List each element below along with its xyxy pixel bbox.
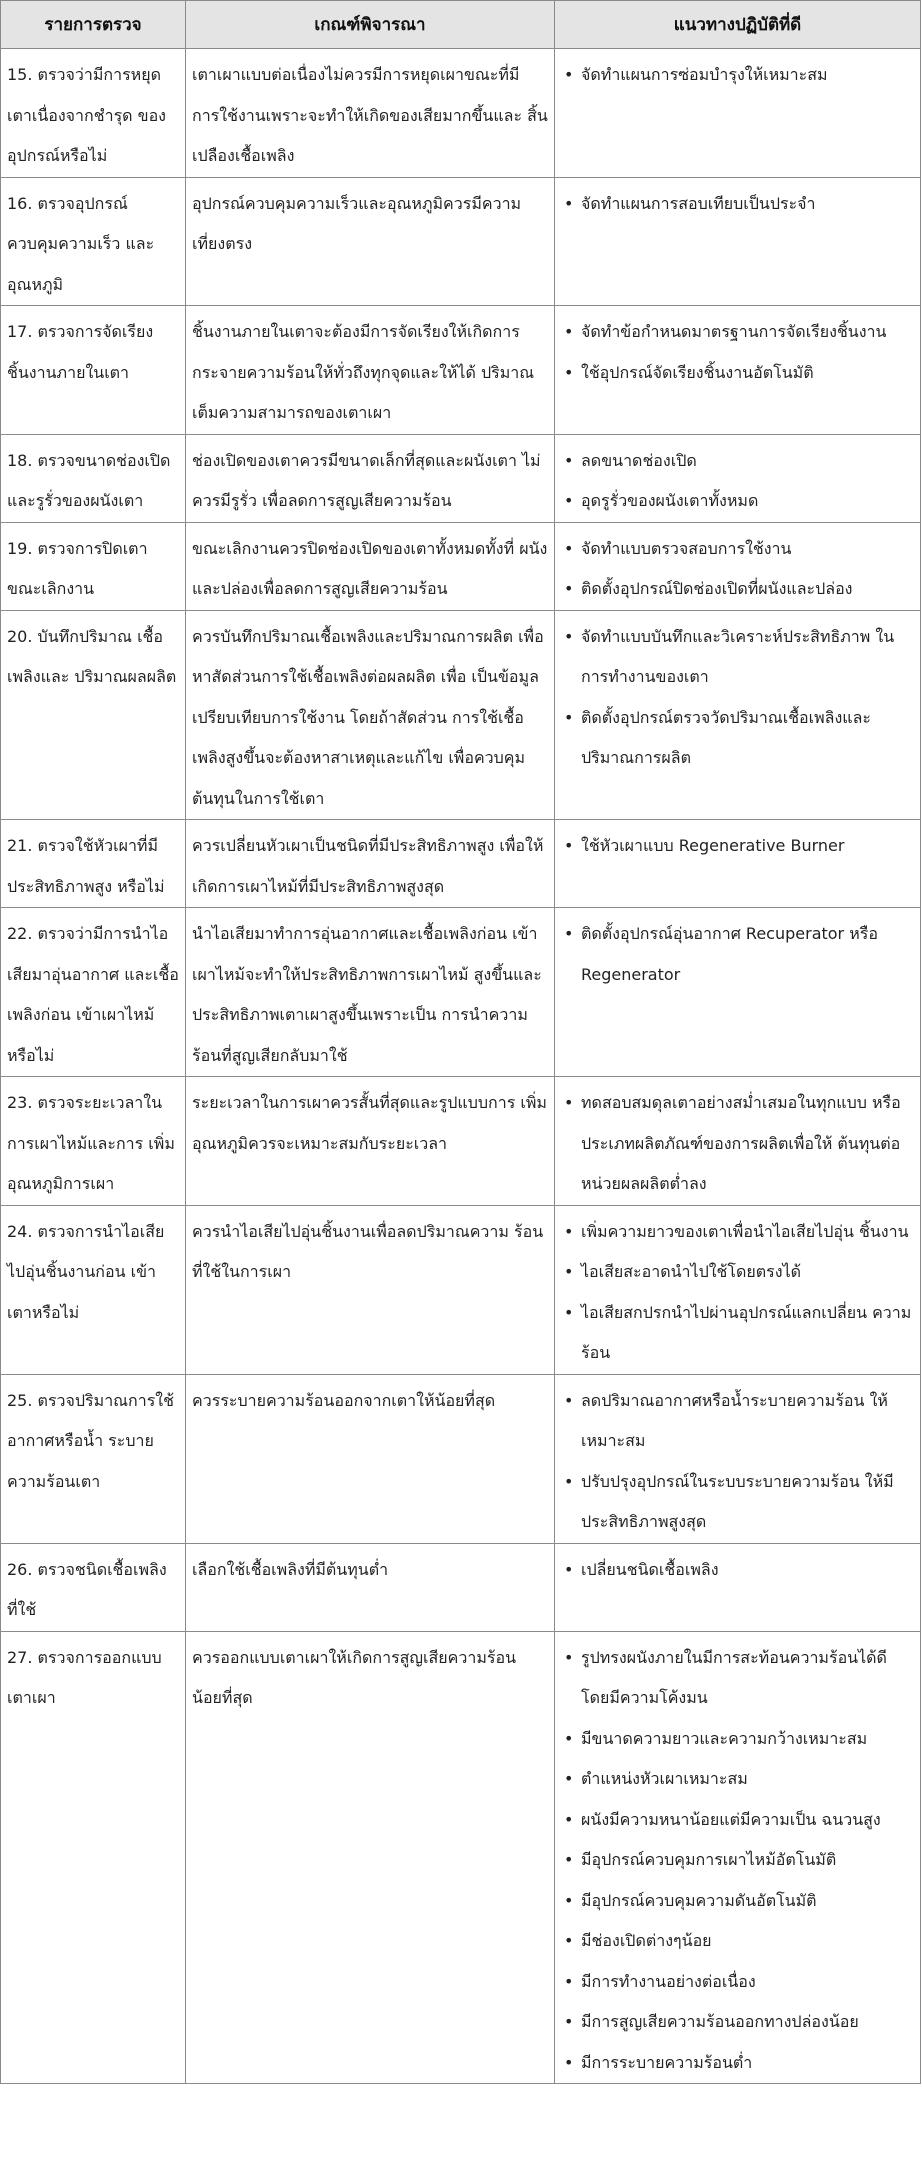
item-text: ตรวจการจัดเรียง ชิ้นงานภายในเตา [7, 322, 154, 382]
item-number: 27. [7, 1647, 33, 1667]
cell-criteria: ควรนำไอเสียไปอุ่นชิ้นงานเพื่อลดปริมาณความ ร้อนที่ใช้ในการเผา [186, 1205, 555, 1374]
item-text: ตรวจขนาดช่องเปิด และรูรั่วของผนังเตา [7, 450, 171, 510]
practice-text: ปรับปรุงอุปกรณ์ในระบบระบายความร้อน ให้มีประสิทธิภาพสูงสุด [581, 1471, 894, 1531]
cell-item [1, 1205, 186, 1374]
bullet-icon: • [564, 924, 574, 943]
item-text: ตรวจชนิดเชื้อเพลิง ที่ใช้ [7, 1559, 167, 1619]
bullet-icon: • [564, 1093, 574, 1112]
table-row [1, 1077, 921, 1206]
practice-item [561, 569, 914, 610]
practice-item [561, 441, 914, 482]
bullet-icon: • [564, 450, 574, 470]
item-number: 22. [7, 924, 33, 943]
cell-practice [555, 434, 921, 522]
practice-item [561, 1550, 914, 1591]
practice-text: จัดทำข้อกำหนดมาตรฐานการจัดเรียงชิ้นงาน [581, 322, 887, 341]
item-number: 15. [7, 65, 33, 84]
bullet-icon: • [564, 362, 574, 382]
bullet-icon: • [564, 1890, 574, 1910]
practice-list [561, 1212, 914, 1374]
practice-text: รูปทรงผนังภายในมีการสะท้อนความร้อนได้ดี โดยมีความโค้งมน [581, 1647, 887, 1707]
practice-list [561, 1550, 914, 1591]
item-text: บันทึกปริมาณ เชื้อเพลิงและ ปริมาณผลผลิต [7, 626, 177, 686]
bullet-icon: • [564, 1471, 574, 1491]
cell-practice [555, 1077, 921, 1206]
cell-practice [555, 820, 921, 908]
header-practice: แนวทางปฏิบัติที่ดี [555, 1, 921, 49]
practice-text: มีขนาดความยาวและความกว้างเหมาะสม [581, 1728, 868, 1748]
practice-text: มีการระบายความร้อนต่ำ [581, 2052, 753, 2072]
item-text: ตรวจการนำไอเสีย ไปอุ่นชิ้นงานก่อน เข้าเตาหรือไม่ [7, 1221, 165, 1322]
cell-item [1, 1543, 186, 1631]
item-number: 18. [7, 450, 33, 470]
bullet-icon: • [564, 1262, 574, 1281]
practice-item [561, 1212, 914, 1253]
cell-criteria: ควรบันทึกปริมาณเชื้อเพลิงและปริมาณการผลิต เพื่อหาสัดส่วนการใช้เชื้อเพลิงต่อผลผลิต เพื่อ เป็นข้อมูลเปรียบเทียบการใช้งาน โดยถ้าสัดส่วน การใช้เชื้อเพลิงสูงขึ้นจะต้องหาสาเหตุและแก้ไข เพื่อควบคุมต้นทุนในการใช้เตา [186, 610, 555, 820]
cell-item [1, 177, 186, 306]
practice-text: ผนังมีความหนาน้อยแต่มีความเป็น ฉนวนสูง [581, 1809, 881, 1829]
practice-list [561, 1083, 914, 1205]
practice-item [561, 698, 914, 779]
cell-item [1, 908, 186, 1077]
header-row [1, 1, 921, 49]
cell-item [1, 1374, 186, 1543]
practice-list [561, 55, 914, 96]
cell-practice [555, 522, 921, 610]
bullet-icon: • [564, 1850, 574, 1869]
bullet-icon: • [564, 1728, 574, 1748]
practice-item [561, 1962, 914, 2003]
practice-text: จัดทำแผนการซ่อมบำรุงให้เหมาะสม [581, 65, 828, 84]
bullet-icon: • [564, 1390, 574, 1410]
practice-text: มีการทำงานอย่างต่อเนื่อง [581, 1971, 756, 1991]
cell-criteria: ควรเปลี่ยนหัวเผาเป็นชนิดที่มีประสิทธิภาพสูง เพื่อให้เกิดการเผาไหม้ที่มีประสิทธิภาพสูงสุด [186, 820, 555, 908]
item-text: ตรวจระยะเวลาใน การเผาไหม้และการ เพิ่มอุณหภูมิการเผา [7, 1093, 175, 1193]
bullet-icon: • [564, 626, 574, 646]
header-item: รายการตรวจ [1, 1, 186, 49]
item-text: ตรวจว่ามีการหยุด เตาเนื่องจากชำรุด ของอุปกรณ์หรือไม่ [7, 65, 166, 165]
bullet-icon: • [564, 1302, 574, 1322]
table-row [1, 1205, 921, 1374]
bullet-icon: • [564, 1559, 574, 1579]
cell-item [1, 434, 186, 522]
bullet-icon: • [564, 491, 574, 510]
practice-item [561, 481, 914, 522]
practice-item [561, 1759, 914, 1800]
practice-text: มีอุปกรณ์ควบคุมการเผาไหม้อัตโนมัติ [581, 1850, 837, 1869]
practice-list [561, 914, 914, 995]
bullet-icon: • [564, 1647, 574, 1667]
practice-text: ติดตั้งอุปกรณ์ตรวจวัดปริมาณเชื้อเพลิงและ ปริมาณการผลิต [581, 707, 871, 767]
bullet-icon: • [564, 1221, 574, 1241]
practice-text: อุดรูรั่วของผนังเตาทั้งหมด [581, 491, 759, 510]
practice-item [561, 1921, 914, 1962]
practice-text: ใช้หัวเผาแบบ Regenerative Burner [581, 836, 845, 855]
table-body [1, 49, 921, 2084]
practice-text: ไอเสียสกปรกนำไปผ่านอุปกรณ์แลกเปลี่ยน ความร้อน [581, 1302, 912, 1362]
item-text: ตรวจปริมาณการใช้ อากาศหรือน้ำ ระบายความร้อนเตา [7, 1390, 174, 1491]
table-row [1, 820, 921, 908]
item-number: 23. [7, 1093, 33, 1112]
practice-text: ลดขนาดช่องเปิด [581, 450, 697, 470]
practice-list [561, 441, 914, 522]
practice-item [561, 1719, 914, 1760]
practice-item [561, 184, 914, 225]
bullet-icon: • [564, 538, 574, 558]
practice-item [561, 1881, 914, 1922]
table-row [1, 610, 921, 820]
cell-practice [555, 1631, 921, 2084]
cell-item [1, 1631, 186, 2084]
table-row [1, 522, 921, 610]
item-number: 21. [7, 836, 33, 855]
cell-criteria: ควรระบายความร้อนออกจากเตาให้น้อยที่สุด [186, 1374, 555, 1543]
bullet-icon: • [564, 193, 574, 213]
practice-item [561, 1252, 914, 1293]
cell-practice [555, 306, 921, 435]
practice-list [561, 826, 914, 867]
practice-text: ลดปริมาณอากาศหรือน้ำระบายความร้อน ให้เหมาะสม [581, 1390, 888, 1450]
table-header [1, 1, 921, 49]
practice-text: ใช้อุปกรณ์จัดเรียงชิ้นงานอัตโนมัติ [581, 362, 814, 382]
table-row [1, 434, 921, 522]
cell-criteria: เตาเผาแบบต่อเนื่องไม่ควรมีการหยุดเผาขณะที่มี การใช้งานเพราะจะทำให้เกิดของเสียมากขึ้นและ สิ้นเปลืองเชื้อเพลิง [186, 49, 555, 178]
item-number: 24. [7, 1221, 33, 1241]
bullet-icon: • [564, 579, 574, 598]
practice-item [561, 1293, 914, 1374]
practice-item [561, 312, 914, 353]
practice-item [561, 1800, 914, 1841]
cell-criteria: เลือกใช้เชื้อเพลิงที่มีต้นทุนต่ำ [186, 1543, 555, 1631]
cell-item [1, 522, 186, 610]
table-row [1, 49, 921, 178]
cell-criteria: ช่องเปิดของเตาควรมีขนาดเล็กที่สุดและผนังเตา ไม่ควรมีรูรั่ว เพื่อลดการสูญเสียความร้อน [186, 434, 555, 522]
practice-text: ไอเสียสะอาดนำไปใช้โดยตรงได้ [581, 1262, 801, 1281]
cell-item [1, 49, 186, 178]
practice-item [561, 353, 914, 394]
bullet-icon: • [564, 65, 574, 84]
cell-practice [555, 177, 921, 306]
practice-item [561, 1381, 914, 1462]
practice-list [561, 529, 914, 610]
item-text: ตรวจการออกแบบ เตาเผา [7, 1647, 162, 1707]
practice-item [561, 2043, 914, 2084]
item-number: 25. [7, 1390, 33, 1410]
bullet-icon: • [564, 1971, 574, 1991]
table-row [1, 177, 921, 306]
cell-item [1, 820, 186, 908]
practice-item [561, 617, 914, 698]
practice-item [561, 529, 914, 570]
practice-list [561, 1638, 914, 2084]
cell-item [1, 1077, 186, 1206]
item-number: 20. [7, 626, 33, 646]
cell-practice [555, 49, 921, 178]
practice-item [561, 1462, 914, 1543]
practice-item [561, 1840, 914, 1881]
table-row [1, 306, 921, 435]
practice-list [561, 184, 914, 225]
item-text: ตรวจว่ามีการนำไอ เสียมาอุ่นอากาศ และเชื้อเพลิงก่อน เข้าเผาไหม้หรือไม่ [7, 924, 179, 1065]
practice-item [561, 826, 914, 867]
practice-item [561, 2002, 914, 2043]
practice-list [561, 617, 914, 779]
bullet-icon: • [564, 2052, 574, 2072]
practice-item [561, 1083, 914, 1205]
cell-criteria: อุปกรณ์ควบคุมความเร็วและอุณหภูมิควรมีความ เที่ยงตรง [186, 177, 555, 306]
item-text: ตรวจใช้หัวเผาที่มี ประสิทธิภาพสูง หรือไม่ [7, 836, 165, 896]
practice-text: มีการสูญเสียความร้อนออกทางปล่องน้อย [581, 2012, 859, 2031]
practice-list [561, 312, 914, 393]
bullet-icon: • [564, 1931, 574, 1950]
cell-practice [555, 610, 921, 820]
bullet-icon: • [564, 707, 574, 727]
cell-criteria: นำไอเสียมาทำการอุ่นอากาศและเชื้อเพลิงก่อน เข้าเผาไหม้จะทำให้ประสิทธิภาพการเผาไหม้ สูงขึ้นและประสิทธิภาพเตาเผาสูงขึ้นเพราะเป็น การนำความร้อนที่สูญเสียกลับมาใช้ [186, 908, 555, 1077]
item-number: 16. [7, 193, 33, 213]
cell-criteria: ชิ้นงานภายในเตาจะต้องมีการจัดเรียงให้เกิดการ กระจายความร้อนให้ทั่วถึงทุกจุดและให้ได้ ปริมาณเต็มความสามารถของเตาเผา [186, 306, 555, 435]
practice-item [561, 914, 914, 995]
cell-practice [555, 1374, 921, 1543]
practice-text: เปลี่ยนชนิดเชื้อเพลิง [581, 1559, 719, 1579]
table-row [1, 908, 921, 1077]
cell-criteria: ควรออกแบบเตาเผาให้เกิดการสูญเสียความร้อน น้อยที่สุด [186, 1631, 555, 2084]
cell-practice [555, 1543, 921, 1631]
item-text: ตรวจอุปกรณ์ ควบคุมความเร็ว และอุณหภูมิ [7, 193, 155, 294]
bullet-icon: • [564, 1769, 574, 1788]
table-row [1, 1631, 921, 2084]
practice-text: ทดสอบสมดุลเตาอย่างสม่ำเสมอในทุกแบบ หรือประเภทผลิตภัณฑ์ของการผลิตเพื่อให้ ต้นทุนต่อหน่วยผลผลิตต่ำลง [581, 1093, 901, 1193]
item-number: 17. [7, 322, 33, 341]
practice-text: มีช่องเปิดต่างๆน้อย [581, 1931, 712, 1950]
cell-practice [555, 908, 921, 1077]
practice-text: เพิ่มความยาวของเตาเพื่อนำไอเสียไปอุ่น ชิ้นงาน [581, 1221, 909, 1241]
cell-criteria: ขณะเลิกงานควรปิดช่องเปิดของเตาทั้งหมดทั้งที่ ผนังและปล่องเพื่อลดการสูญเสียความร้อน [186, 522, 555, 610]
cell-practice [555, 1205, 921, 1374]
header-criteria: เกณฑ์พิจารณา [186, 1, 555, 49]
bullet-icon: • [564, 836, 574, 855]
practice-text: จัดทำแผนการสอบเทียบเป็นประจำ [581, 193, 816, 213]
item-number: 19. [7, 538, 33, 558]
table-row [1, 1374, 921, 1543]
practice-text: ติดตั้งอุปกรณ์ปิดช่องเปิดที่ผนังและปล่อง [581, 579, 853, 598]
cell-item [1, 610, 186, 820]
practice-text: ติดตั้งอุปกรณ์อุ่นอากาศ Recuperator หรือ Regenerator [581, 924, 878, 984]
practice-item [561, 55, 914, 96]
bullet-icon: • [564, 1809, 574, 1829]
item-number: 26. [7, 1559, 33, 1579]
bullet-icon: • [564, 2012, 574, 2031]
cell-item [1, 306, 186, 435]
practice-text: ตำแหน่งหัวเผาเหมาะสม [581, 1769, 748, 1788]
practice-text: จัดทำแบบบันทึกและวิเคราะห์ประสิทธิภาพ ในการทำงานของเตา [581, 626, 895, 686]
cell-criteria: ระยะเวลาในการเผาควรสั้นที่สุดและรูปแบบการ เพิ่มอุณหภูมิควรจะเหมาะสมกับระยะเวลา [186, 1077, 555, 1206]
practice-list [561, 1381, 914, 1543]
practice-text: จัดทำแบบตรวจสอบการใช้งาน [581, 538, 792, 558]
bullet-icon: • [564, 322, 574, 341]
item-text: ตรวจการปิดเตา ขณะเลิกงาน [7, 538, 148, 598]
practice-item [561, 1638, 914, 1719]
practice-text: มีอุปกรณ์ควบคุมความดันอัตโนมัติ [581, 1890, 817, 1910]
table-row [1, 1543, 921, 1631]
